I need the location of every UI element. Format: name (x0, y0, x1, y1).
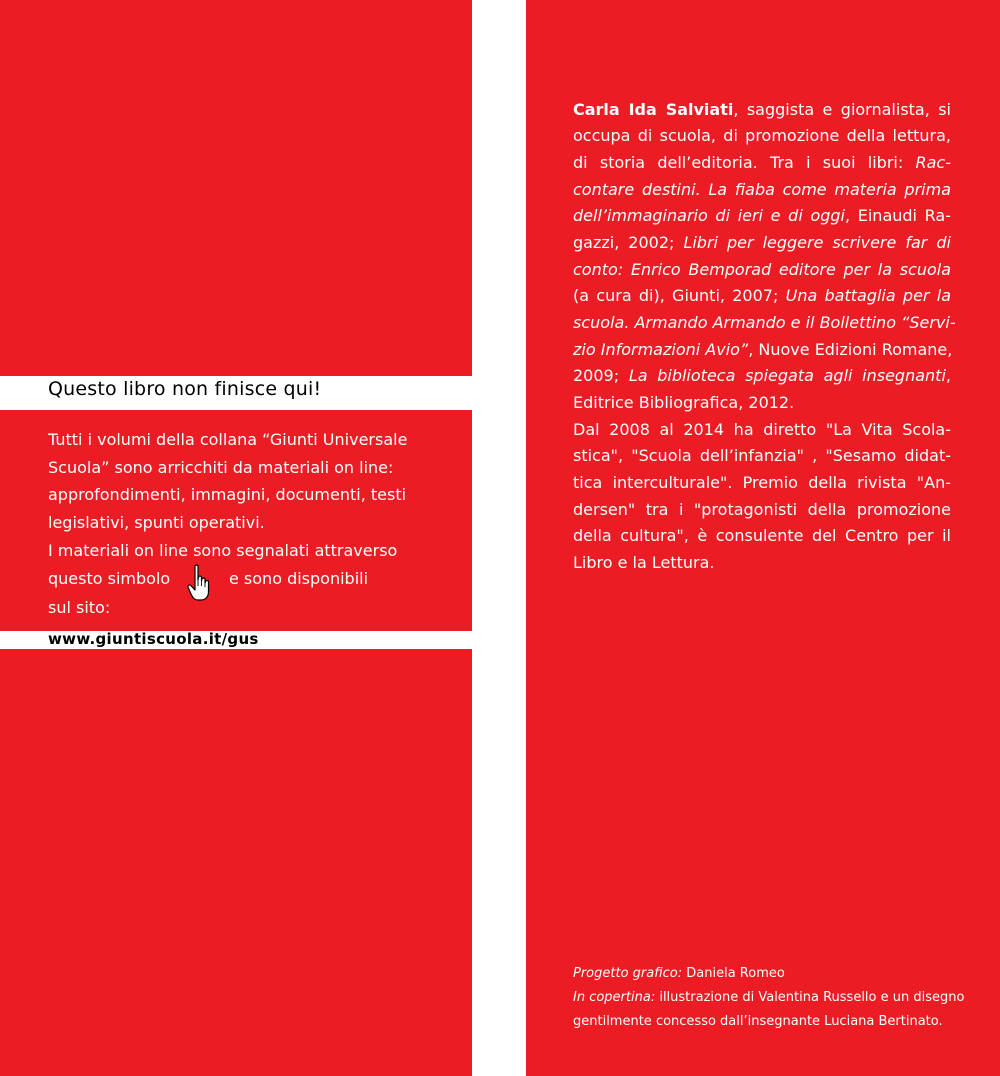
bio-line: stica", "Scuola dell’infanzia" , "Sesamo didat- (573, 446, 951, 465)
left-cover-panel (0, 0, 472, 1076)
author-name: Carla Ida Salviati (573, 100, 734, 119)
promo-text-line: Tutti i volumi della collana “Giunti Universale (48, 430, 408, 449)
promo-text-line: approfondimenti, immagini, documenti, testi (48, 485, 407, 504)
bio-line: (a cura di), Giunti, 2007; Una battaglia per la (573, 286, 952, 305)
cover-credit-line-2: gentilmente concesso dall’insegnante Luciana Bertinato. (573, 1014, 943, 1029)
bio-line: zio Informazioni Avio”, Nuove Edizioni Romane, (573, 340, 953, 359)
promo-text-line: I materiali on line sono segnalati attraverso (48, 541, 398, 560)
bio-line: contare destini. La fiaba come materia prima (573, 180, 951, 199)
promo-heading-band (0, 376, 472, 410)
bio-line: dell’immaginario di ieri e di oggi, Einaudi Ra- (573, 206, 952, 225)
bio-line: della cultura", è consulente del Centro per il (573, 526, 951, 545)
promo-text-line: Scuola” sono arricchiti da materiali on line: (48, 458, 394, 477)
bio-line: gazzi, 2002; Libri per leggere scrivere far di (573, 233, 952, 252)
bio-line: Dal 2008 al 2014 ha diretto "La Vita Scola- (573, 420, 951, 439)
bio-line: 2009; La biblioteca spiegata agli insegnanti, (573, 366, 951, 385)
bio-line: occupa di scuola, di promozione della lettura, (573, 126, 951, 145)
hand-cursor-icon (186, 564, 214, 602)
bio-line: Editrice Bibliografica, 2012. (573, 393, 795, 412)
bio-line: Libro e la Lettura. (573, 553, 715, 572)
design-credit: Progetto grafico: Daniela Romeo (573, 966, 785, 981)
bio-line: tica interculturale". Premio della rivista "An- (573, 473, 951, 492)
site-url-link[interactable]: www.giuntiscuola.it/gus (48, 630, 259, 648)
url-band (0, 631, 472, 649)
bio-line: di storia dell’editoria. Tra i suoi libri: Rac- (573, 153, 951, 172)
cover-credit: In copertina: illustrazione di Valentina Russello e un disegno (573, 990, 965, 1005)
promo-symbol-before: questo simbolo (48, 569, 171, 588)
bio-line: Carla Ida Salviati, saggista e giornalista, si (573, 100, 952, 119)
promo-text-line: legislativi, spunti operativi. (48, 513, 265, 532)
bio-line: conto: Enrico Bemporad editore per la scuola (573, 260, 951, 279)
promo-site-label: sul sito: (48, 598, 111, 617)
promo-heading: Questo libro non finisce qui! (48, 378, 322, 400)
promo-symbol-after: e sono disponibili (229, 569, 369, 588)
bio-line: dersen" tra i "protagonisti della promozione (573, 500, 951, 519)
bio-line: scuola. Armando Armando e il Bollettino “Servi- (573, 313, 956, 332)
